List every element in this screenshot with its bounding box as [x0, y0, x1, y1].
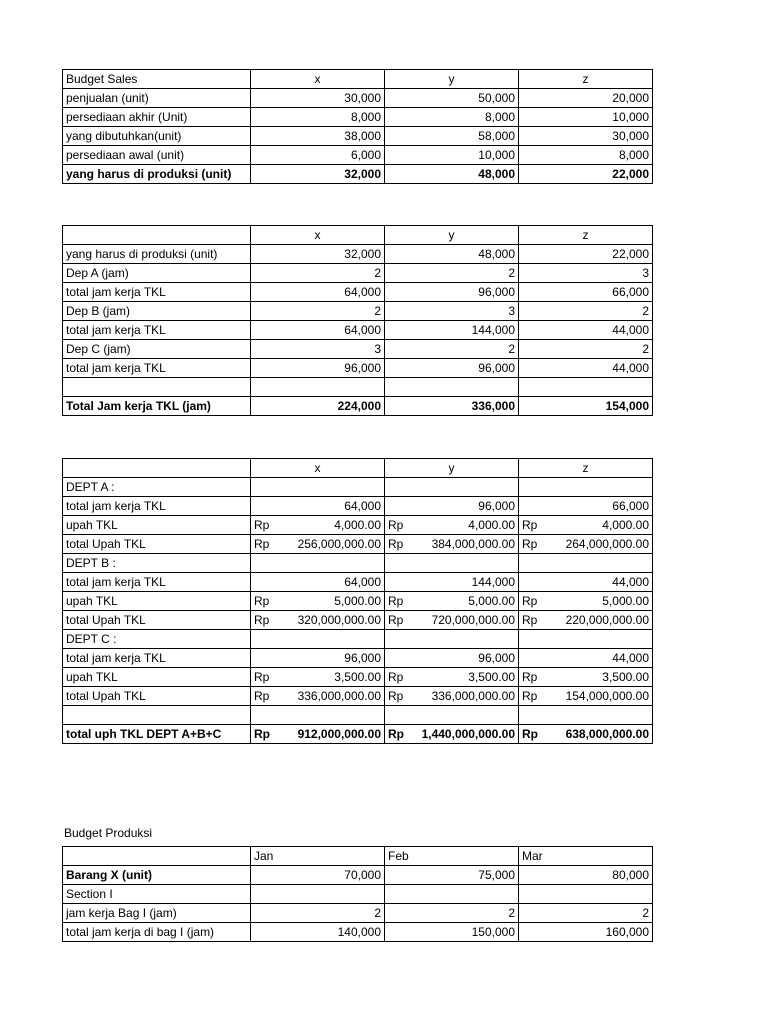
cell-jan[interactable]: 2 — [251, 904, 385, 923]
empty-cell[interactable] — [385, 378, 519, 397]
cell-x[interactable] — [251, 611, 385, 630]
table-row — [63, 127, 653, 146]
currency-label: Rp — [388, 670, 404, 684]
amount: 5,000.00 — [334, 594, 381, 608]
table-header-cell[interactable]: Budget Sales — [63, 70, 251, 89]
cell-y[interactable] — [385, 668, 519, 687]
cell-z[interactable] — [519, 592, 653, 611]
row-label[interactable]: upah TKL — [63, 516, 251, 535]
row-label[interactable]: Dep C (jam) — [63, 340, 251, 359]
table-row — [63, 573, 653, 592]
currency-label: Rp — [388, 689, 404, 703]
cell-x[interactable]: 2 — [251, 302, 385, 321]
amount: 5,000.00 — [602, 594, 649, 608]
budget-produksi-caption: Budget Produksi — [64, 826, 153, 840]
row-label[interactable]: Dep B (jam) — [63, 302, 251, 321]
amount: 720,000,000.00 — [431, 613, 515, 627]
row-label[interactable]: total Upah TKL — [63, 535, 251, 554]
currency-label: Rp — [388, 518, 404, 532]
row-label[interactable]: penjualan (unit) — [63, 89, 251, 108]
currency-label: Rp — [388, 613, 404, 627]
cell-x[interactable]: 64,000 — [251, 321, 385, 340]
table-row — [63, 866, 653, 885]
row-label[interactable]: total jam kerja TKL — [63, 497, 251, 516]
table-row — [63, 108, 653, 127]
cell-y[interactable] — [385, 535, 519, 554]
table-header-cell[interactable]: z — [519, 70, 653, 89]
amount: 5,000.00 — [468, 594, 515, 608]
cell-y[interactable] — [385, 687, 519, 706]
cell-x[interactable]: 2 — [251, 264, 385, 283]
table-header-cell[interactable] — [63, 459, 251, 478]
cell-z[interactable] — [519, 724, 653, 743]
row-label[interactable]: yang harus di produksi (unit) — [63, 165, 251, 184]
empty-cell[interactable] — [63, 847, 251, 866]
cell-feb[interactable] — [385, 885, 519, 904]
table-row — [63, 649, 653, 668]
cell-x[interactable]: 64,000 — [251, 573, 385, 592]
table-header-cell[interactable]: x — [251, 459, 385, 478]
table-row — [63, 321, 653, 340]
currency-label: Rp — [254, 726, 270, 741]
cell-y[interactable]: 10,000 — [385, 146, 519, 165]
cell-mar[interactable]: 2 — [519, 904, 653, 923]
labor-wage-table — [62, 458, 653, 744]
empty-cell[interactable] — [385, 706, 519, 725]
currency-label: Rp — [522, 726, 538, 741]
row-label[interactable]: Barang X (unit) — [63, 866, 251, 885]
cell-feb[interactable]: 75,000 — [385, 866, 519, 885]
currency-label: Rp — [522, 594, 538, 608]
cell-x[interactable] — [251, 668, 385, 687]
cell-feb[interactable]: 150,000 — [385, 923, 519, 942]
empty-cell[interactable] — [385, 630, 519, 649]
row-label[interactable]: yang harus di produksi (unit) — [63, 245, 251, 264]
empty-cell[interactable] — [519, 554, 653, 573]
cell-z[interactable] — [519, 687, 653, 706]
cell-x[interactable]: 8,000 — [251, 108, 385, 127]
cell-z[interactable]: 44,000 — [519, 649, 653, 668]
cell-x[interactable]: 3 — [251, 340, 385, 359]
section-title-row — [63, 554, 653, 573]
row-label[interactable]: yang dibutuhkan(unit) — [63, 127, 251, 146]
cell-y[interactable]: 96,000 — [385, 359, 519, 378]
row-label[interactable]: total Upah TKL — [63, 687, 251, 706]
cell-z[interactable] — [519, 668, 653, 687]
currency-label: Rp — [522, 613, 538, 627]
empty-cell[interactable] — [63, 706, 251, 725]
cell-x[interactable]: 32,000 — [251, 165, 385, 184]
currency-label: Rp — [522, 518, 538, 532]
empty-cell[interactable] — [385, 478, 519, 497]
table-header-cell[interactable] — [63, 226, 251, 245]
cell-x[interactable]: 6,000 — [251, 146, 385, 165]
row-label[interactable]: Section I — [63, 885, 251, 904]
row-label[interactable]: persediaan awal (unit) — [63, 146, 251, 165]
cell-z[interactable]: 44,000 — [519, 573, 653, 592]
cell-y[interactable]: 336,000 — [385, 396, 519, 415]
cell-z[interactable]: 154,000 — [519, 396, 653, 415]
table-row — [63, 264, 653, 283]
cell-jan[interactable]: 140,000 — [251, 923, 385, 942]
budget-produksi-table — [62, 846, 653, 942]
amount: 320,000,000.00 — [297, 613, 381, 627]
cell-x[interactable] — [251, 516, 385, 535]
table-row — [63, 497, 653, 516]
row-label[interactable]: total jam kerja di bag I (jam) — [63, 923, 251, 942]
table-row — [63, 668, 653, 687]
amount: 1,440,000,000.00 — [421, 726, 515, 741]
cell-y[interactable]: 48,000 — [385, 245, 519, 264]
cell-y[interactable]: 8,000 — [385, 108, 519, 127]
amount: 384,000,000.00 — [431, 537, 515, 551]
cell-y[interactable] — [385, 724, 519, 743]
cell-z[interactable]: 30,000 — [519, 127, 653, 146]
empty-cell[interactable] — [251, 630, 385, 649]
empty-cell[interactable] — [519, 378, 653, 397]
row-label[interactable]: total jam kerja TKL — [63, 283, 251, 302]
table-row — [63, 89, 653, 108]
cell-x[interactable]: 224,000 — [251, 396, 385, 415]
amount: 638,000,000.00 — [565, 726, 649, 741]
cell-z[interactable]: 44,000 — [519, 321, 653, 340]
cell-z[interactable]: 10,000 — [519, 108, 653, 127]
empty-cell[interactable] — [519, 630, 653, 649]
table-header-cell[interactable]: z — [519, 459, 653, 478]
table-header-cell[interactable]: x — [251, 226, 385, 245]
row-label[interactable]: Dep A (jam) — [63, 264, 251, 283]
cell-y[interactable] — [385, 611, 519, 630]
currency-label: Rp — [522, 537, 538, 551]
cell-x[interactable] — [251, 724, 385, 743]
month-header[interactable]: Mar — [519, 847, 653, 866]
cell-mar[interactable]: 80,000 — [519, 866, 653, 885]
cell-x[interactable]: 64,000 — [251, 497, 385, 516]
cell-z[interactable]: 8,000 — [519, 146, 653, 165]
section-title-row — [63, 478, 653, 497]
table-row — [63, 302, 653, 321]
amount: 4,000.00 — [602, 518, 649, 532]
cell-z[interactable] — [519, 516, 653, 535]
currency-label: Rp — [254, 537, 270, 551]
cell-y[interactable]: 48,000 — [385, 165, 519, 184]
cell-z[interactable]: 66,000 — [519, 497, 653, 516]
cell-y[interactable]: 96,000 — [385, 497, 519, 516]
row-label[interactable]: total Upah TKL — [63, 611, 251, 630]
cell-z[interactable]: 44,000 — [519, 359, 653, 378]
cell-y[interactable]: 2 — [385, 264, 519, 283]
amount: 154,000,000.00 — [565, 689, 649, 703]
table-row — [63, 245, 653, 264]
amount: 3,500.00 — [334, 670, 381, 684]
cell-x[interactable]: 30,000 — [251, 89, 385, 108]
row-label[interactable]: total jam kerja TKL — [63, 573, 251, 592]
dept-title[interactable]: DEPT C : — [63, 630, 251, 649]
table-row — [63, 146, 653, 165]
table-row — [63, 687, 653, 706]
table-header-row — [63, 459, 653, 478]
cell-x[interactable]: 38,000 — [251, 127, 385, 146]
amount: 4,000.00 — [334, 518, 381, 532]
empty-cell[interactable] — [519, 478, 653, 497]
cell-x[interactable]: 96,000 — [251, 649, 385, 668]
row-label[interactable]: persediaan akhir (Unit) — [63, 108, 251, 127]
cell-x[interactable] — [251, 592, 385, 611]
currency-label: Rp — [388, 726, 404, 741]
cell-z[interactable]: 22,000 — [519, 165, 653, 184]
table-total-row — [63, 396, 653, 415]
cell-jan[interactable]: 70,000 — [251, 866, 385, 885]
table-header-cell[interactable]: y — [385, 70, 519, 89]
currency-label: Rp — [522, 689, 538, 703]
table-header-row — [63, 70, 653, 89]
cell-mar[interactable] — [519, 885, 653, 904]
currency-label: Rp — [388, 537, 404, 551]
table-header-cell[interactable]: x — [251, 70, 385, 89]
currency-label: Rp — [388, 594, 404, 608]
table-header-row — [63, 226, 653, 245]
table-row — [63, 516, 653, 535]
cell-y[interactable] — [385, 592, 519, 611]
cell-y[interactable]: 96,000 — [385, 649, 519, 668]
dept-title[interactable]: DEPT B : — [63, 554, 251, 573]
table-row — [63, 904, 653, 923]
row-label[interactable]: upah TKL — [63, 592, 251, 611]
row-label[interactable]: total uph TKL DEPT A+B+C — [63, 724, 251, 743]
amount: 220,000,000.00 — [565, 613, 649, 627]
table-total-row — [63, 165, 653, 184]
cell-z[interactable]: 2 — [519, 340, 653, 359]
table-row — [63, 340, 653, 359]
cell-y[interactable]: 3 — [385, 302, 519, 321]
empty-row — [63, 706, 653, 725]
cell-z[interactable]: 20,000 — [519, 89, 653, 108]
row-label[interactable]: total jam kerja TKL — [63, 321, 251, 340]
cell-y[interactable]: 144,000 — [385, 573, 519, 592]
table-row — [63, 923, 653, 942]
cell-z[interactable] — [519, 535, 653, 554]
amount: 256,000,000.00 — [297, 537, 381, 551]
empty-cell[interactable] — [385, 554, 519, 573]
row-label[interactable]: jam kerja Bag I (jam) — [63, 904, 251, 923]
currency-label: Rp — [522, 670, 538, 684]
currency-label: Rp — [254, 613, 270, 627]
budget-sales-table — [62, 69, 653, 184]
cell-jan[interactable] — [251, 885, 385, 904]
table-total-row — [63, 724, 653, 743]
cell-y[interactable]: 58,000 — [385, 127, 519, 146]
month-header[interactable]: Jan — [251, 847, 385, 866]
row-label[interactable]: total jam kerja TKL — [63, 359, 251, 378]
dept-title[interactable]: DEPT A : — [63, 478, 251, 497]
cell-y[interactable]: 96,000 — [385, 283, 519, 302]
cell-y[interactable]: 144,000 — [385, 321, 519, 340]
table-row — [63, 535, 653, 554]
cell-y[interactable]: 50,000 — [385, 89, 519, 108]
amount: 264,000,000.00 — [565, 537, 649, 551]
amount: 3,500.00 — [602, 670, 649, 684]
empty-row — [63, 378, 653, 397]
table-header-row — [63, 847, 653, 866]
table-row — [63, 359, 653, 378]
empty-cell[interactable] — [251, 706, 385, 725]
cell-z[interactable]: 66,000 — [519, 283, 653, 302]
empty-cell[interactable] — [519, 706, 653, 725]
cell-z[interactable] — [519, 611, 653, 630]
amount: 912,000,000.00 — [297, 726, 381, 741]
cell-z[interactable]: 2 — [519, 302, 653, 321]
cell-x[interactable]: 32,000 — [251, 245, 385, 264]
cell-z[interactable]: 22,000 — [519, 245, 653, 264]
section-title-row — [63, 630, 653, 649]
table-row — [63, 611, 653, 630]
table-header-cell[interactable]: y — [385, 226, 519, 245]
table-row — [63, 885, 653, 904]
cell-z[interactable]: 3 — [519, 264, 653, 283]
empty-cell[interactable] — [251, 378, 385, 397]
amount: 4,000.00 — [468, 518, 515, 532]
row-label[interactable]: total jam kerja TKL — [63, 649, 251, 668]
amount: 336,000,000.00 — [297, 689, 381, 703]
table-header-cell[interactable]: y — [385, 459, 519, 478]
cell-feb[interactable]: 2 — [385, 904, 519, 923]
amount: 3,500.00 — [468, 670, 515, 684]
cell-mar[interactable]: 160,000 — [519, 923, 653, 942]
cell-x[interactable] — [251, 687, 385, 706]
empty-cell[interactable] — [251, 554, 385, 573]
empty-cell[interactable] — [251, 478, 385, 497]
month-header[interactable]: Feb — [385, 847, 519, 866]
row-label[interactable]: upah TKL — [63, 668, 251, 687]
currency-label: Rp — [254, 518, 270, 532]
table-header-cell[interactable]: z — [519, 226, 653, 245]
cell-y[interactable]: 2 — [385, 340, 519, 359]
cell-x[interactable]: 96,000 — [251, 359, 385, 378]
cell-y[interactable] — [385, 516, 519, 535]
table-row — [63, 283, 653, 302]
row-label[interactable]: Total Jam kerja TKL (jam) — [63, 396, 251, 415]
amount: 336,000,000.00 — [431, 689, 515, 703]
currency-label: Rp — [254, 689, 270, 703]
cell-x[interactable] — [251, 535, 385, 554]
cell-x[interactable]: 64,000 — [251, 283, 385, 302]
empty-cell[interactable] — [63, 378, 251, 397]
table-row — [63, 592, 653, 611]
currency-label: Rp — [254, 594, 270, 608]
currency-label: Rp — [254, 670, 270, 684]
labor-hours-table — [62, 225, 653, 416]
